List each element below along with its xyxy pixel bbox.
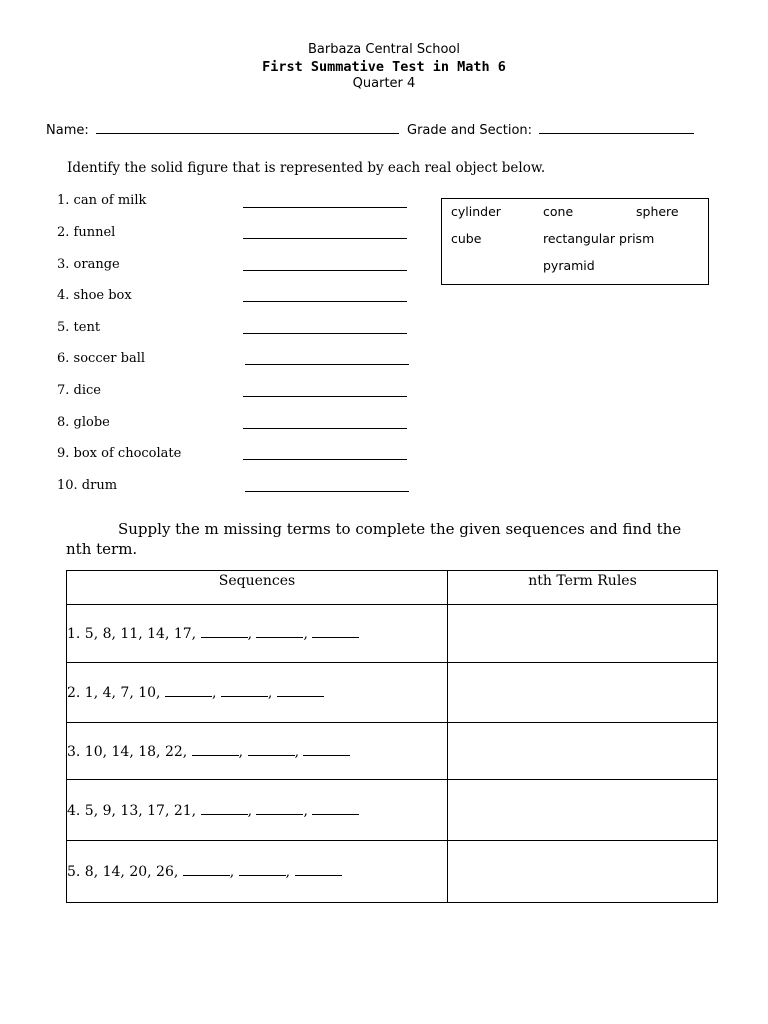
sequence-cell: 2. 1, 4, 7, 10, , , (67, 663, 448, 723)
nth-term-header: nth Term Rules (448, 571, 718, 605)
sequence-text: 2. 1, 4, 7, 10, (67, 685, 161, 701)
school-name: Barbaza Central School (308, 42, 460, 57)
missing-term-blank[interactable] (183, 863, 230, 876)
missing-term-blank[interactable] (201, 625, 248, 638)
grade-section-label: Grade and Section: (407, 123, 533, 138)
sequence-text: 3. 10, 14, 18, 22, (67, 743, 188, 760)
nth-term-cell[interactable] (448, 605, 718, 663)
missing-term-blank[interactable] (312, 625, 359, 638)
item-label: 9. box of chocolate (57, 446, 182, 461)
nth-term-cell[interactable] (448, 663, 718, 723)
grade-section-blank[interactable] (539, 121, 694, 134)
sequence-text: 5. 8, 14, 20, 26, (67, 864, 179, 880)
name-blank[interactable] (96, 121, 399, 134)
missing-term-blank[interactable] (277, 684, 324, 697)
answer-blank[interactable] (243, 270, 407, 271)
answer-blank[interactable] (243, 396, 407, 397)
choices-box (441, 198, 709, 285)
sequences-table (66, 570, 718, 903)
nth-term-cell[interactable] (448, 723, 718, 780)
answer-blank[interactable] (245, 364, 409, 365)
part2-instruction-cont: nth term. (66, 540, 138, 558)
table-row (67, 841, 718, 903)
item-label: 4. shoe box (57, 288, 132, 303)
choice-cylinder: cylinder (451, 204, 501, 219)
table-row (67, 663, 718, 723)
missing-term-blank[interactable] (303, 743, 350, 756)
sequence-text: 1. 5, 8, 11, 14, 17, (67, 626, 197, 642)
missing-term-blank[interactable] (256, 802, 303, 815)
missing-term-blank[interactable] (239, 863, 286, 876)
item-label: 5. tent (57, 320, 101, 335)
table-row (67, 605, 718, 663)
choice-cube: cube (451, 231, 482, 246)
item-label: 7. dice (57, 383, 101, 398)
item-label: 8. globe (57, 415, 110, 430)
missing-term-blank[interactable] (221, 684, 268, 697)
missing-term-blank[interactable] (201, 802, 248, 815)
table-row (67, 780, 718, 841)
answer-blank[interactable] (243, 238, 407, 239)
test-title: First Summative Test in Math 6 (262, 59, 506, 75)
sequence-cell: 1. 5, 8, 11, 14, 17, , , (67, 605, 448, 663)
item-label: 3. orange (57, 257, 120, 272)
part2-instruction: Supply the m missing terms to complete the given sequences and find the (118, 520, 682, 538)
answer-blank[interactable] (243, 207, 407, 208)
table-row (67, 723, 718, 780)
quarter-label: Quarter 4 (352, 76, 416, 91)
missing-term-blank[interactable] (312, 802, 359, 815)
item-label: 2. funnel (57, 225, 116, 240)
sequence-text: 4. 5, 9, 13, 17, 21, (67, 802, 197, 819)
answer-blank[interactable] (243, 459, 407, 460)
sequence-cell: 3. 10, 14, 18, 22, , , (67, 723, 448, 780)
name-label: Name: (46, 123, 89, 138)
answer-blank[interactable] (243, 333, 407, 334)
nth-term-cell[interactable] (448, 780, 718, 841)
item-label: 6. soccer ball (57, 351, 146, 366)
answer-blank[interactable] (243, 301, 407, 302)
table-header-row (67, 571, 718, 605)
nth-term-cell[interactable] (448, 841, 718, 903)
choice-sphere: sphere (636, 204, 679, 219)
part1-instruction: Identify the solid figure that is represented by each real object below. (67, 160, 546, 176)
choice-rectangular-prism: rectangular prism (543, 231, 655, 246)
missing-term-blank[interactable] (192, 743, 239, 756)
choice-pyramid: pyramid (543, 258, 595, 273)
item-label: 1. can of milk (57, 193, 147, 208)
missing-term-blank[interactable] (248, 743, 295, 756)
sequence-cell: 5. 8, 14, 20, 26, , , (67, 841, 448, 903)
answer-blank[interactable] (245, 491, 409, 492)
sequences-header: Sequences (67, 571, 448, 605)
choice-cone: cone (543, 204, 574, 219)
missing-term-blank[interactable] (256, 625, 303, 638)
student-info-row (46, 121, 694, 138)
missing-term-blank[interactable] (165, 684, 212, 697)
sequence-cell: 4. 5, 9, 13, 17, 21, , , (67, 780, 448, 841)
missing-term-blank[interactable] (295, 863, 342, 876)
answer-blank[interactable] (243, 428, 407, 429)
item-label: 10. drum (57, 478, 118, 493)
